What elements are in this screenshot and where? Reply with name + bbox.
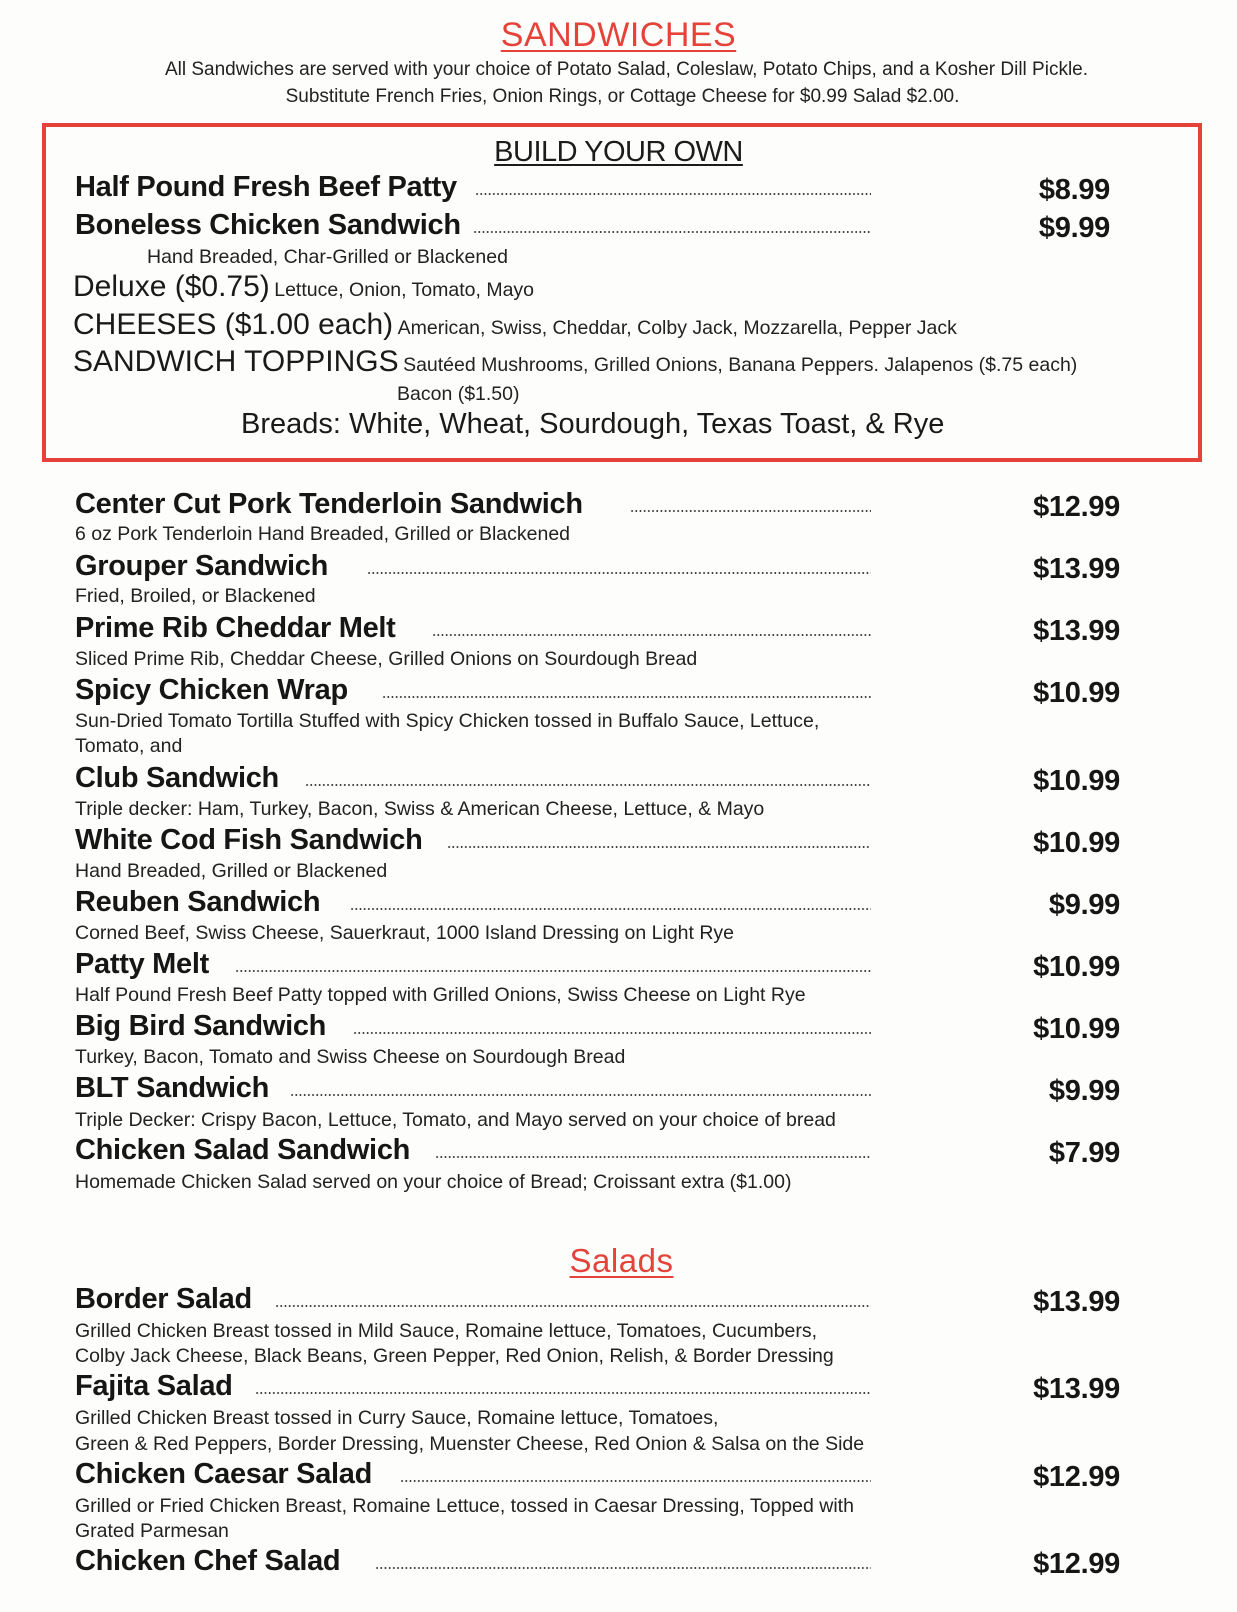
item-price: $12.99 [1033, 491, 1120, 523]
build-your-own-title: BUILD YOUR OWN [494, 136, 743, 168]
item-price: $12.99 [1033, 1461, 1120, 1493]
item-name: Chicken Salad Sandwich [75, 1134, 411, 1166]
option-detail: Sautéed Mushrooms, Grilled Onions, Banana Peppers. Jalapenos ($.75 each) [403, 354, 1078, 376]
sandwiches-subtitle-line2: Substitute French Fries, Onion Rings, or Cottage Cheese for $0.99 Salad $2.00. [285, 86, 960, 107]
item-price: $13.99 [1033, 615, 1120, 647]
item-name: Grouper Sandwich [75, 550, 329, 582]
dot-leader [275, 1305, 871, 1307]
salads-section-title: Salads [569, 1242, 674, 1279]
item-price: $7.99 [1048, 1137, 1120, 1169]
dot-leader [375, 1567, 871, 1569]
menu-item [75, 762, 1135, 798]
item-description: Grilled Chicken Breast tossed in Mild Sauce, Romaine lettuce, Tomatoes, Cucumbers, [75, 1320, 818, 1342]
option-detail: American, Swiss, Cheddar, Colby Jack, Mozzarella, Pepper Jack [397, 317, 957, 339]
menu-item [75, 1545, 1135, 1581]
menu-item [75, 948, 1135, 984]
item-name: Club Sandwich [75, 762, 279, 794]
menu-item [75, 824, 1135, 860]
menu-item [75, 1134, 1135, 1170]
item-price: $10.99 [1033, 951, 1120, 983]
sandwiches-section-title: SANDWICHES [500, 16, 737, 54]
item-name: Boneless Chicken Sandwich [75, 209, 461, 241]
dot-leader [435, 1156, 871, 1158]
item-description: Fried, Broiled, or Blackened [75, 585, 316, 607]
item-price: $10.99 [1033, 827, 1120, 859]
menu-item [75, 1283, 1135, 1319]
item-description: Colby Jack Cheese, Black Beans, Green Pepper, Red Onion, Relish, & Border Dressing [75, 1345, 834, 1367]
option-label: CHEESES ($1.00 each) [73, 308, 394, 341]
item-price: $13.99 [1033, 553, 1120, 585]
item-description: Corned Beef, Swiss Cheese, Sauerkraut, 1000 Island Dressing on Light Rye [75, 922, 735, 944]
item-description: Triple Decker: Crispy Bacon, Lettuce, Tomato, and Mayo served on your choice of bread [75, 1109, 836, 1131]
menu-item [75, 886, 1135, 922]
item-description: Sliced Prime Rib, Cheddar Cheese, Grilled Onions on Sourdough Bread [75, 648, 698, 670]
item-name: Fajita Salad [75, 1370, 233, 1402]
item-description: Tomato, and [75, 735, 183, 757]
item-description: Turkey, Bacon, Tomato and Swiss Cheese on Sourdough Bread [75, 1046, 626, 1068]
item-name: Border Salad [75, 1283, 252, 1315]
dot-leader [432, 634, 871, 636]
item-price: $9.99 [1048, 889, 1120, 921]
item-description: Half Pound Fresh Beef Patty topped with Grilled Onions, Swiss Cheese on Light Rye [75, 984, 806, 1006]
dot-leader [400, 1480, 871, 1482]
item-price: $8.99 [1038, 174, 1110, 206]
item-description: Green & Red Peppers, Border Dressing, Muenster Cheese, Red Onion & Salsa on the Side [75, 1433, 865, 1455]
item-name: Patty Melt [75, 948, 209, 980]
item-price: $12.99 [1033, 1548, 1120, 1580]
menu-item [75, 612, 1135, 648]
item-price: $13.99 [1033, 1286, 1120, 1318]
dot-leader [353, 1032, 871, 1034]
item-description: Hand Breaded, Char-Grilled or Blackened [147, 246, 508, 268]
menu-item [75, 1458, 1135, 1494]
menu-item [75, 1072, 1135, 1108]
option-cheeses [73, 308, 957, 342]
menu-item [75, 488, 1135, 524]
item-name: Big Bird Sandwich [75, 1010, 327, 1042]
item-description: Sun-Dried Tomato Tortilla Stuffed with Spicy Chicken tossed in Buffalo Sauce, Lettuce, [75, 710, 820, 732]
option-detail: Lettuce, Onion, Tomato, Mayo [274, 279, 535, 301]
item-price: $9.99 [1048, 1075, 1120, 1107]
item-name: White Cod Fish Sandwich [75, 824, 423, 856]
item-price: $10.99 [1033, 1013, 1120, 1045]
dot-leader [382, 696, 871, 698]
menu-item [75, 674, 1135, 710]
item-description: Grilled or Fried Chicken Breast, Romaine Lettuce, tossed in Caesar Dressing, Topped with [75, 1495, 854, 1517]
item-price: $10.99 [1033, 765, 1120, 797]
dot-leader [235, 970, 871, 972]
option-detail-bacon: Bacon ($1.50) [397, 383, 520, 405]
dot-leader [630, 510, 871, 512]
breads-line: Breads: White, Wheat, Sourdough, Texas Toast, & Rye [241, 408, 945, 440]
item-name: Spicy Chicken Wrap [75, 674, 348, 706]
item-name: Prime Rib Cheddar Melt [75, 612, 396, 644]
item-name: Chicken Caesar Salad [75, 1458, 373, 1490]
menu-item [75, 171, 1115, 207]
item-description: Hand Breaded, Grilled or Blackened [75, 860, 388, 882]
item-name: Reuben Sandwich [75, 886, 321, 918]
option-deluxe [73, 270, 534, 304]
item-price: $9.99 [1038, 212, 1110, 244]
sandwiches-subtitle-line1: All Sandwiches are served with your choice of Potato Salad, Coleslaw, Potato Chips, and a Kosher Dill Pickle. [164, 59, 1089, 80]
dot-leader [475, 193, 871, 195]
menu-item [75, 1370, 1135, 1406]
dot-leader [350, 908, 871, 910]
item-description: Grilled Chicken Breast tossed in Curry Sauce, Romaine lettuce, Tomatoes, [75, 1407, 719, 1429]
option-label: SANDWICH TOPPINGS [73, 345, 399, 378]
item-description: 6 oz Pork Tenderloin Hand Breaded, Grilled or Blackened [75, 523, 571, 545]
item-description: Triple decker: Ham, Turkey, Bacon, Swiss & American Cheese, Lettuce, & Mayo [75, 798, 765, 820]
dot-leader [367, 572, 871, 574]
item-name: Center Cut Pork Tenderloin Sandwich [75, 488, 583, 520]
item-description: Grated Parmesan [75, 1520, 229, 1542]
dot-leader [473, 231, 871, 233]
item-name: Half Pound Fresh Beef Patty [75, 171, 457, 203]
dot-leader [290, 1094, 871, 1096]
dot-leader [447, 846, 871, 848]
item-description: Homemade Chicken Salad served on your choice of Bread; Croissant extra ($1.00) [75, 1171, 792, 1193]
menu-item [75, 209, 1115, 245]
menu-item [75, 1010, 1135, 1046]
item-name: Chicken Chef Salad [75, 1545, 341, 1577]
option-label: Deluxe ($0.75) [73, 270, 270, 303]
dot-leader [255, 1392, 871, 1394]
item-price: $10.99 [1033, 677, 1120, 709]
menu-item [75, 550, 1135, 586]
item-price: $13.99 [1033, 1373, 1120, 1405]
dot-leader [305, 784, 871, 786]
item-name: BLT Sandwich [75, 1072, 270, 1104]
option-toppings [73, 345, 1077, 379]
